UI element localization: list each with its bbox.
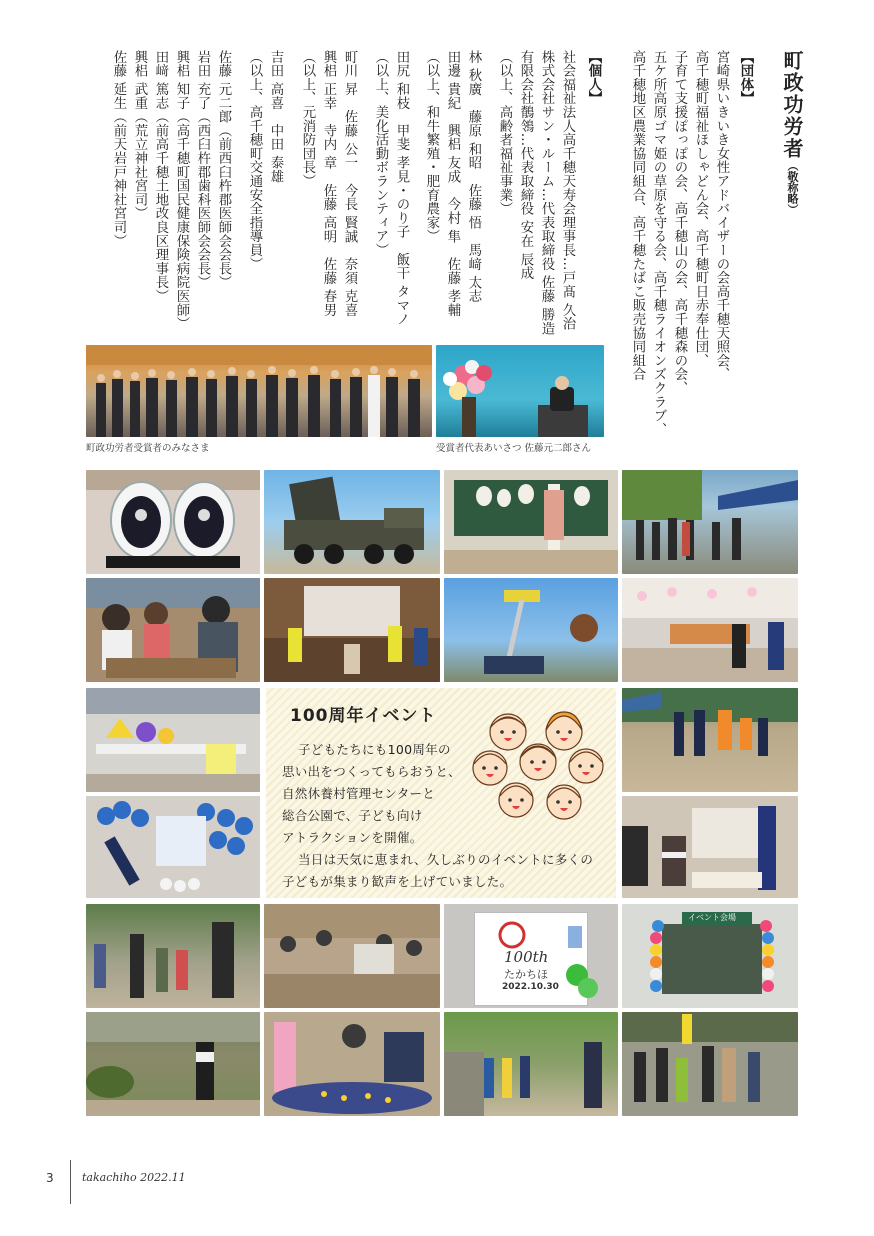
- group-line: 子育て支援ぽっぽの会、高千穂山の会、高千穂森の会、: [672, 50, 687, 395]
- poster-date: 2022.10.30: [502, 982, 559, 992]
- group-line: 高千穂地区農業協同組合、高千穂たばこ販売協同組合: [630, 50, 645, 382]
- children-illustration: [468, 700, 608, 830]
- group-line: 五ケ所高原ゴマ姫の草原を守る会、高千穂ライオンズクラブ、: [651, 50, 666, 437]
- individual-line: 佐藤 元二郎（前西臼杵郡医師会会長）: [216, 50, 231, 290]
- individual-line: 株式会社サン・ルーム…代表取締役 佐藤 勝造: [539, 50, 554, 336]
- individual-line: （以上、元消防団長）: [300, 50, 315, 188]
- individual-line: （以上、美化活動ボランティア）: [373, 50, 388, 257]
- individual-line: 社会福祉法人高千穂天寿会理事長…戸髙 久治: [560, 50, 575, 331]
- balloon-arch-photo: [622, 904, 798, 1008]
- title-note: （敬称略）: [786, 160, 799, 215]
- event-text-line: 子どもたちにも100周年の: [298, 742, 451, 757]
- field-game-photo: [622, 688, 798, 792]
- indoor-screening-photo: [264, 578, 440, 682]
- event-text-line: 子どもが集まり歓声を上げていました。: [282, 874, 513, 889]
- military-vehicle-photo: [264, 470, 440, 574]
- individual-line: 佐藤 延生（前天岩戸神社宮司）: [111, 50, 126, 248]
- footer-divider: [70, 1160, 71, 1204]
- outdoor-tent-photo: [622, 470, 798, 574]
- anniversary-poster-photo: [444, 904, 618, 1008]
- individual-line: 町川 昇 佐藤 公一 今長 賢誠 奈須 克喜: [342, 50, 357, 318]
- shooting-game-photo: [622, 796, 798, 898]
- classroom-skeleton-photo: [444, 470, 618, 574]
- awardees-group-photo: [86, 345, 432, 437]
- event-text-line: 総合公園で、子ども向け: [282, 808, 423, 823]
- individual-line: 田尻 和枝 甲斐 孝見・のり子 飯干 タマノ: [394, 50, 409, 327]
- individual-line: 有限会社鶺鴒…代表取締役 安在 辰成: [518, 50, 533, 281]
- treasure-pool-photo: [264, 1012, 440, 1116]
- poster-takachiho: たかちほ: [504, 968, 548, 981]
- event-venue-sign: イベント会場: [688, 913, 736, 922]
- event-text-line: アトラクションを開催。: [282, 830, 423, 845]
- indoor-games-photo: [264, 904, 440, 1008]
- event-text-line: 思い出をつくってもらおうと、: [282, 764, 461, 779]
- photo-caption-left: 町政功労者受賞者のみなさま: [86, 443, 210, 454]
- ladder-truck-photo: [444, 578, 618, 682]
- stone-path-photo: [86, 904, 260, 1008]
- event-text-line: 当日は天気に恵まれ、久しぶりのイベントに多くの: [298, 852, 594, 867]
- individual-line: 吉田 高喜 中田 泰雄: [268, 50, 283, 184]
- magazine-issue: takachiho 2022.11: [82, 1171, 186, 1184]
- individual-line: 興梠 正幸 寺内 章 佐藤 高明 佐藤 春男: [321, 50, 336, 318]
- individual-line: （以上、高齢者福祉事業）: [497, 50, 512, 216]
- individual-line: 田邊 貴紀 興梠 友成 今村 隼 佐藤 孝輔: [445, 50, 460, 318]
- individual-line: 田﨑 篤志（前高千穂土地改良区理事長）: [153, 50, 168, 304]
- park-walk-photo: [86, 1012, 260, 1116]
- individual-line: 興梠 武重（荒立神社宮司）: [132, 50, 147, 221]
- page-title: 町政功労者（敬称略）: [780, 50, 804, 215]
- photo-caption-right: 受賞者代表あいさつ 佐藤元二郎さん: [436, 443, 592, 454]
- group-line: 宮崎県いきいき女性アドバイザーの会高千穂天照会、: [714, 50, 729, 382]
- hall-ball-toss-photo: [622, 578, 798, 682]
- vr-chairs-photo: [86, 470, 260, 574]
- individual-line: 林 秋廣 藤原 和昭 佐藤 悟 馬﨑 太志: [466, 50, 481, 304]
- street-stalls-photo: [622, 1012, 798, 1116]
- individual-heading: 【個人】: [586, 50, 601, 106]
- pokemon-booth-photo: [86, 688, 260, 792]
- event-heading: 100周年イベント: [290, 706, 437, 726]
- event-text-line: 自然休養村管理センターと: [282, 786, 436, 801]
- group-heading: 【団体】: [738, 50, 753, 106]
- individual-line: （以上、和牛繁殖・肥育農家）: [424, 50, 439, 244]
- balloon-stage-photo: [86, 796, 260, 898]
- wooden-crafts-photo: [86, 578, 260, 682]
- individual-line: 岩田 充了（西臼杵郡歯科医師会会長）: [195, 50, 210, 290]
- individual-line: （以上、高千穂町交通安全指導員）: [247, 50, 262, 271]
- garden-path-photo: [444, 1012, 618, 1116]
- representative-speech-photo: [436, 345, 604, 437]
- page-number: 3: [46, 1171, 54, 1185]
- individual-line: 興梠 知子（高千穂町国民健康保険病院医師）: [174, 50, 189, 331]
- group-line: 高千穂町福祉ほしゃどん会、高千穂町日赤奉仕団、: [693, 50, 708, 368]
- poster-100th: 100th: [504, 948, 549, 966]
